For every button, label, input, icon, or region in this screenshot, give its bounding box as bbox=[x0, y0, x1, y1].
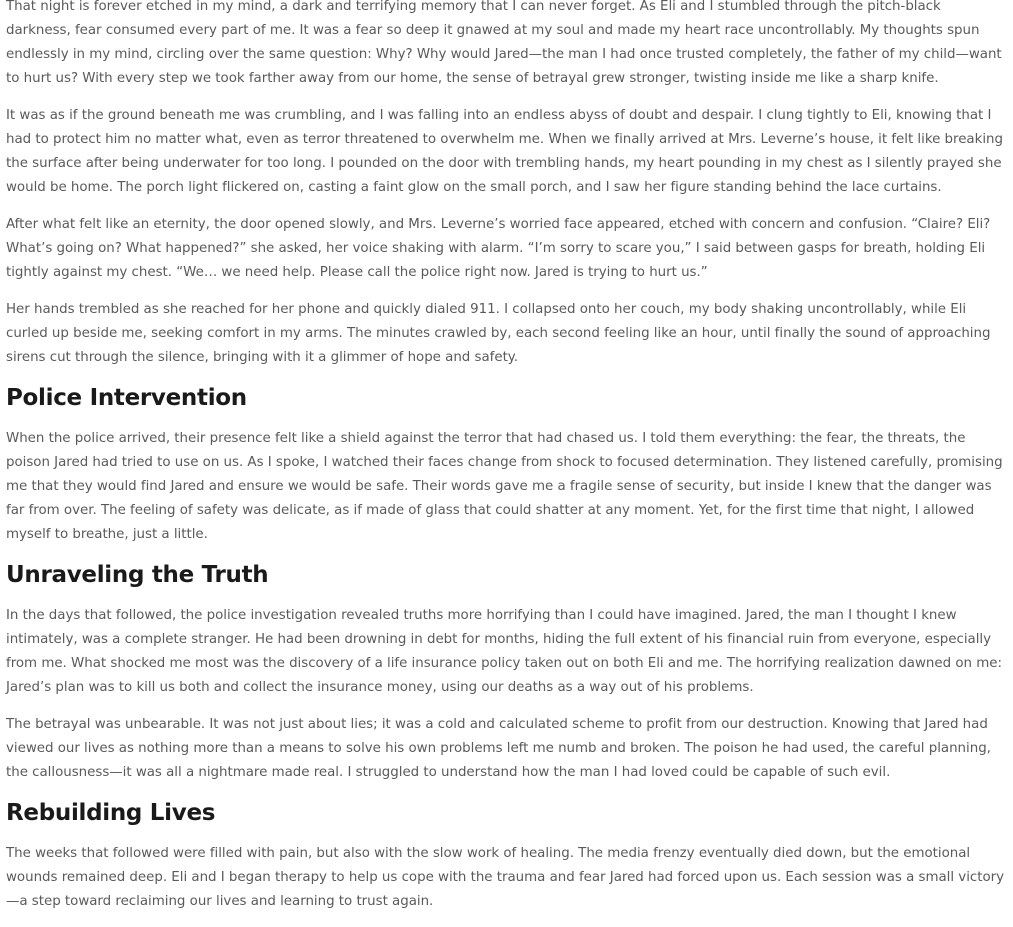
paragraph-police-arrived: When the police arrived, their presence felt like a shield against the terror that had chased us. I told them everything: the fear, the threats, the poison Jared had tried to use on us. As I spoke, I watched their faces change from shock to focused determination. They listened carefully, promising me that they would find Jared and ensure we would be safe. Their words gave me a fragile sense of security, but inside I knew that the danger was far from over. The feeling of safety was delicate, as if made of glass that could shatter at any moment. Yet, for the first time that night, I allowed myself to breathe, just a little. bbox=[6, 431, 1003, 542]
article-body bbox=[6, 0, 1006, 927]
section-heading-police-intervention: Police Intervention bbox=[6, 385, 247, 411]
paragraph-falling-abyss: It was as if the ground beneath me was crumbling, and I was falling into an endless abyss of doubt and despair. I clung tightly to Eli, knowing that I had to protect him no matter what, even as terror threatened to overwhelm me. When we finally arrived at Mrs. Leverne’s house, it felt like breaking the surface after being underwater for too long. I pounded on the door with trembling hands, my heart pounding in my chest as I silently prayed she would be home. The porch light flickered on, casting a faint glow on the small porch, and I saw her figure standing behind the lace curtains. bbox=[6, 108, 1004, 195]
paragraph-healing: The weeks that followed were filled with pain, but also with the slow work of healing. The media frenzy eventually died down, but the emotional wounds remained deep. Eli and I began therapy to help us cope with the trauma and fear Jared had forced upon us. Each session was a small victory—a step toward reclaiming our lives and learning to trust again. bbox=[6, 846, 1005, 909]
paragraph-dialed-911: Her hands trembled as she reached for her phone and quickly dialed 911. I collapsed onto her couch, my body shaking uncontrollably, while Eli curled up beside me, seeking comfort in my arms. The minutes crawled by, each second feeling like an hour, until finally the sound of approaching sirens cut through the silence, bringing with it a glimmer of hope and safety. bbox=[6, 302, 991, 365]
paragraph-investigation: In the days that followed, the police investigation revealed truths more horrifying than I could have imagined. Jared, the man I thought I knew intimately, was a complete stranger. He had been drowning in debt for months, hiding the full extent of his financial ruin from everyone, especially from me. What shocked me most was the discovery of a life insurance policy taken out on both Eli and me. The horrifying realization dawned on me: Jared’s plan was to kill us both and collect the insurance money, using our deaths as a way out of his problems. bbox=[6, 608, 1002, 695]
paragraph-betrayal: The betrayal was unbearable. It was not just about lies; it was a cold and calculated scheme to profit from our destruction. Knowing that Jared had viewed our lives as nothing more than a means to solve his own problems left me numb and broken. The poison he had used, the careful planning, the callousness—it was all a nightmare made real. I struggled to understand how the man I had loved could be capable of such evil. bbox=[6, 717, 991, 780]
section-heading-unraveling-truth: Unraveling the Truth bbox=[6, 562, 269, 588]
paragraph-door-opened: After what felt like an eternity, the door opened slowly, and Mrs. Leverne’s worried face appeared, etched with concern and confusion. “Claire? Eli? What’s going on? What happened?” she asked, her voice shaking with alarm. “I’m sorry to scare you,” I said between gasps for breath, holding Eli tightly against my chest. “We… we need help. Please call the police right now. Jared is trying to hurt us.” bbox=[6, 217, 991, 280]
paragraph-escape-night: That night is forever etched in my mind, a dark and terrifying memory that I can never forget. As Eli and I stumbled through the pitch-black darkness, fear consumed every part of me. It was a fear so deep it gnawed at my soul and made my heart race uncontrollably. My thoughts spun endlessly in my mind, circling over the same question: Why? Why would Jared—the man I had once trusted completely, the father of my child—want to hurt us? With every step we took farther away from our home, the sense of betrayal grew stronger, twisting inside me like a sharp knife. bbox=[6, 0, 1002, 86]
section-heading-rebuilding-lives: Rebuilding Lives bbox=[6, 800, 216, 826]
